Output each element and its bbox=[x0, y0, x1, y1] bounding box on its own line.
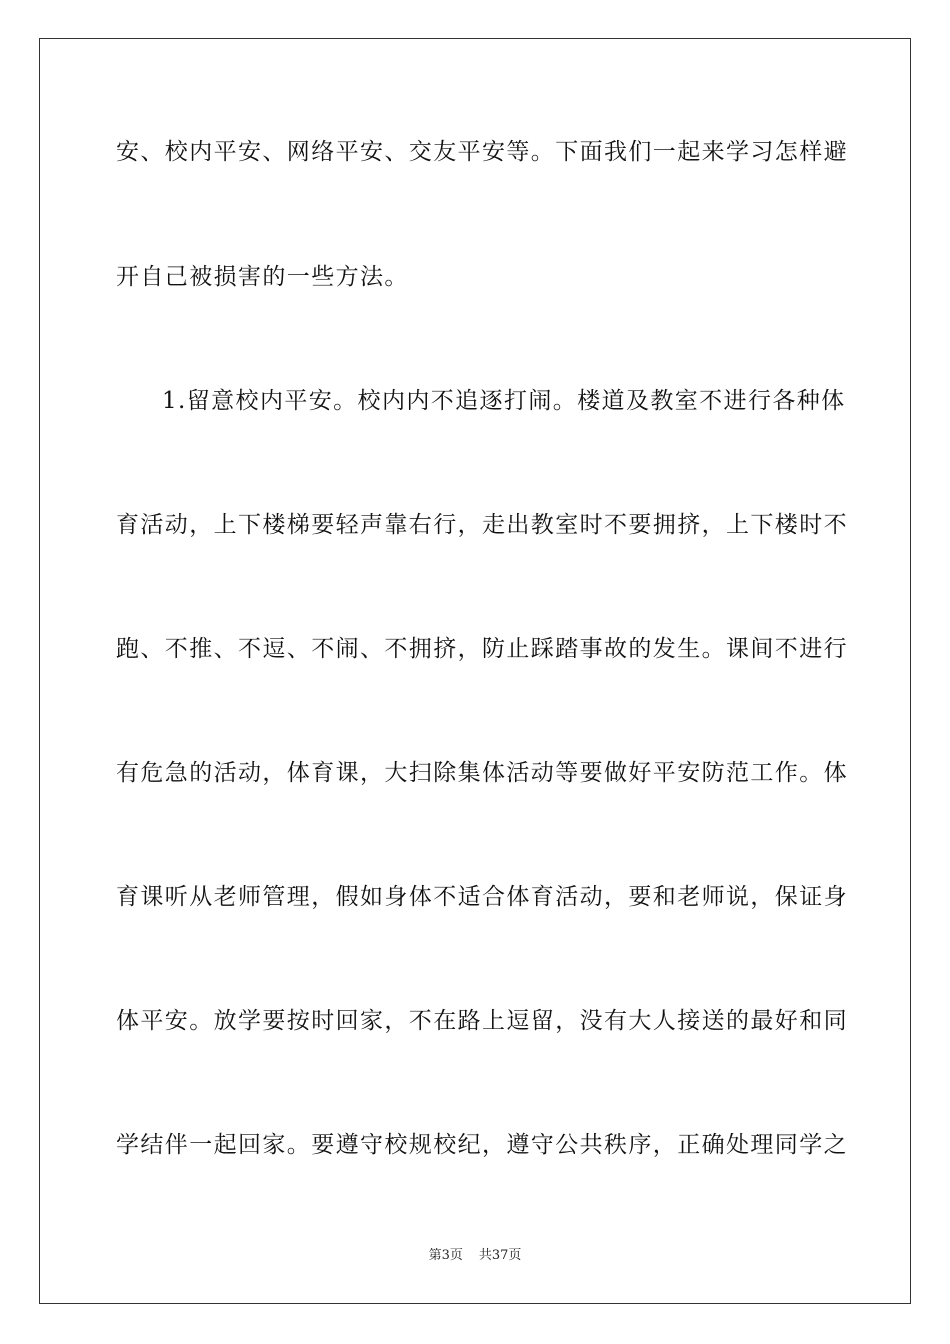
total-pages: 共37页 bbox=[478, 1248, 522, 1263]
body-text-line: 1.留意校内平安。校内内不追逐打闹。楼道及教室不进行各种体 bbox=[162, 388, 846, 414]
body-text-line: 安、校内平安、网络平安、交友平安等。下面我们一起来学习怎样避 bbox=[116, 139, 848, 165]
body-text-line: 开自己被损害的一些方法。 bbox=[116, 264, 409, 290]
body-text-line: 学结伴一起回家。要遵守校规校纪，遵守公共秩序，正确处理同学之 bbox=[116, 1132, 848, 1158]
body-text-line: 跑、不推、不逗、不闹、不拥挤，防止踩踏事故的发生。课间不进行 bbox=[116, 636, 848, 662]
body-text-line: 有危急的活动，体育课，大扫除集体活动等要做好平安防范工作。体 bbox=[116, 760, 848, 786]
page-number: 第3页 bbox=[428, 1248, 463, 1263]
body-text-line: 体平安。放学要按时回家，不在路上逗留，没有大人接送的最好和同 bbox=[116, 1008, 848, 1034]
page-border bbox=[39, 38, 911, 1304]
body-text-line: 育活动，上下楼梯要轻声靠右行，走出教室时不要拥挤，上下楼时不 bbox=[116, 512, 848, 538]
page-footer bbox=[0, 1247, 950, 1265]
body-text-line: 育课听从老师管理，假如身体不适合体育活动，要和老师说，保证身 bbox=[116, 884, 848, 910]
